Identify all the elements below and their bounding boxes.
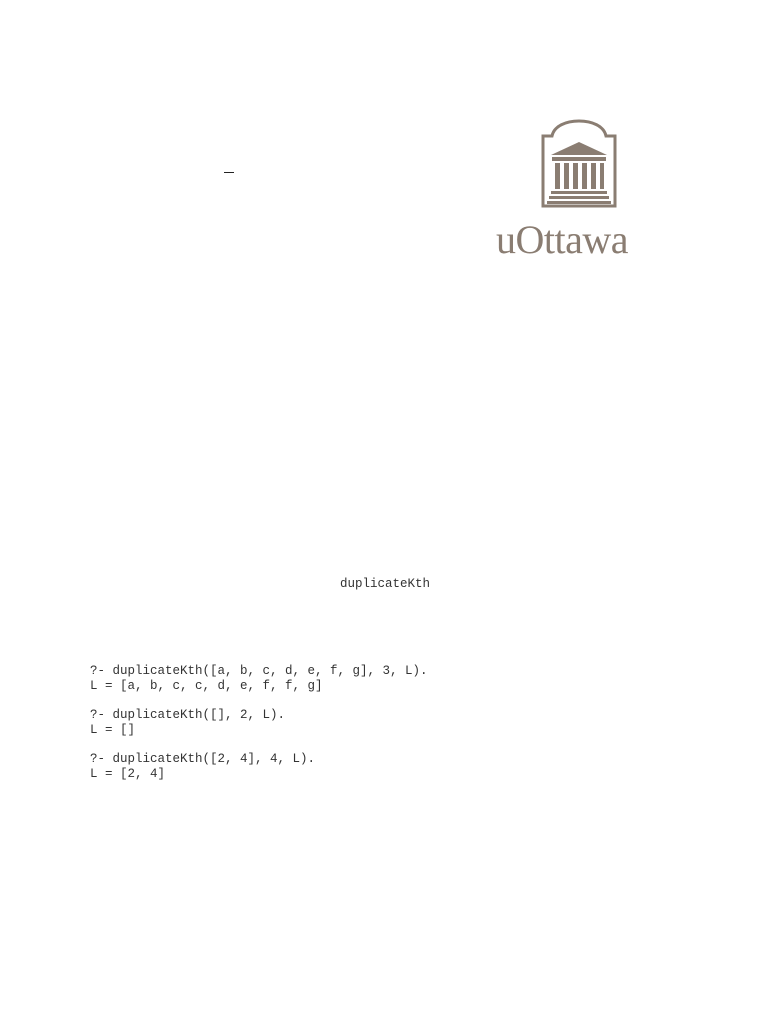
university-building-icon <box>540 118 618 210</box>
predicate-name: duplicateKth <box>340 577 431 591</box>
query-line: ?- duplicateKth([a, b, c, d, e, f, g], 3, L). <box>90 664 428 678</box>
query-line: ?- duplicateKth([], 2, L). <box>90 708 286 722</box>
result-line: L = [2, 4] <box>90 767 166 781</box>
query-line: ?- duplicateKth([2, 4], 4, L). <box>90 752 316 766</box>
result-line: L = [] <box>90 723 136 737</box>
dash-mark <box>224 172 234 173</box>
example-queries <box>90 664 428 796</box>
example-block <box>90 708 428 738</box>
uottawa-logo <box>496 116 664 266</box>
example-block <box>90 752 428 782</box>
result-line: L = [a, b, c, c, d, e, f, f, g] <box>90 679 323 693</box>
uottawa-wordmark: uOttawa <box>496 217 629 262</box>
example-block <box>90 664 428 694</box>
